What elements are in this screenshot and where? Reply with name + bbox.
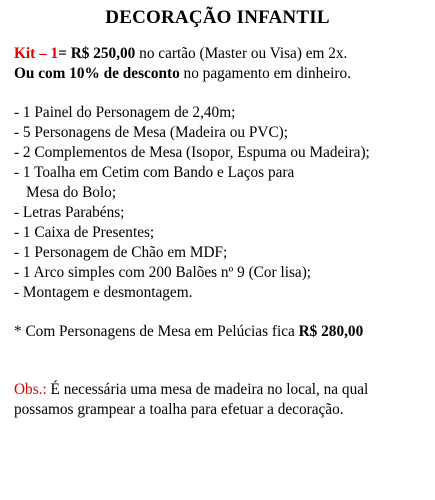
list-item: - 1 Toalha em Cetim com Bando e Laços para [14,164,295,181]
plush-option-text: * Com Personagens de Mesa em Pelúcias fica [14,323,299,340]
list-item: - 1 Painel do Personagem de 2,40m; [14,104,236,121]
list-item: - 1 Caixa de Presentes; [14,224,155,241]
observation-text-1: É necessária uma mesa de madeira no local, na qual [46,381,369,398]
list-item: - Letras Parabéns; [14,204,125,221]
plush-option-note [14,322,363,341]
list-item: - Montagem e desmontagem. [14,284,193,301]
payment-terms: no cartão (Master ou Visa) em 2x. [135,45,348,62]
observation-line-2: possamos grampear a toalha para efetuar a decoração. [14,401,344,418]
kit-price: = R$ 250,00 [58,45,136,62]
kit-label: Kit – 1 [14,45,59,62]
discount-description: no pagamento em dinheiro. [179,65,351,82]
list-item: - 1 Arco simples com 200 Balões nº 9 (Cor lisa); [14,264,312,281]
discount-highlight: Ou com 10% de desconto [14,65,180,82]
list-item: - 1 Personagem de Chão em MDF; [14,244,228,261]
list-item: - 5 Personagens de Mesa (Madeira ou PVC); [14,124,289,141]
list-item: - 2 Complementos de Mesa (Isopor, Espuma ou Madeira); [14,144,370,161]
observation-line-1 [14,380,368,399]
observation-label: Obs.: [14,381,47,398]
plush-option-price: R$ 280,00 [298,323,364,340]
document-title: DECORAÇÃO INFANTIL [105,7,330,28]
kit-offer-line [14,44,347,63]
discount-line [14,64,351,83]
list-item-continuation: Mesa do Bolo; [26,184,117,201]
